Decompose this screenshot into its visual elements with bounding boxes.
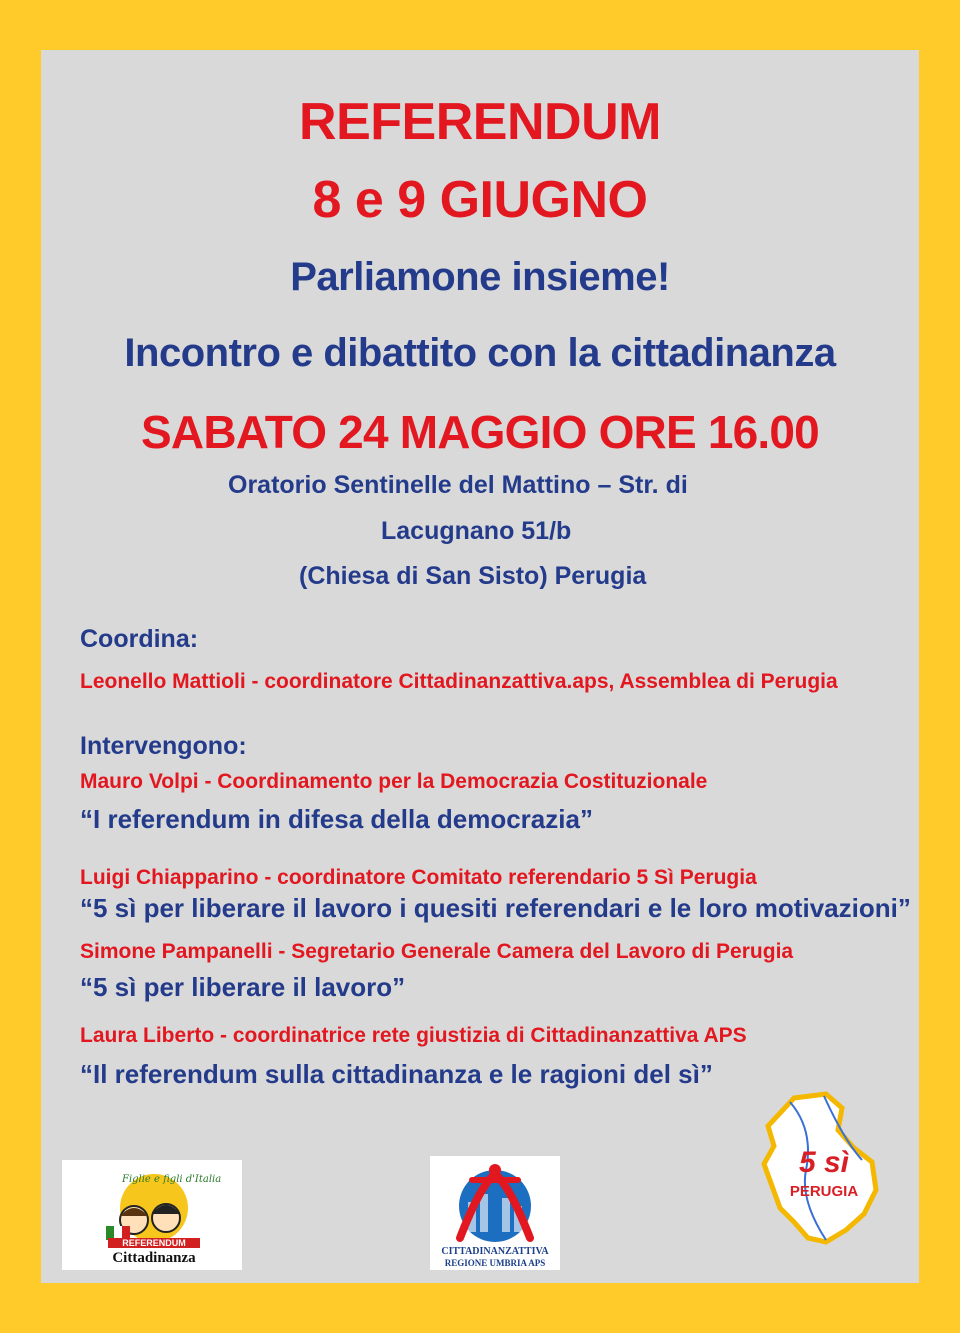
cittadinanzattiva-icon <box>430 1156 560 1270</box>
referendum-cittadinanza-logo <box>62 1160 242 1270</box>
title-referendum: REFERENDUM <box>299 93 661 151</box>
logo-left-line2: Cittadinanza <box>112 1250 196 1266</box>
logo-center-line1: CITTADINANZATTIVA <box>441 1246 549 1257</box>
address-line-2: Lacugnano 51/b <box>381 517 572 545</box>
logo-tagline: Figlie e figli d'Italia <box>122 1174 222 1185</box>
cittadinanzattiva-logo <box>430 1156 560 1270</box>
event-date: SABATO 24 MAGGIO ORE 16.00 <box>141 406 819 458</box>
speaker-1-name: Mauro Volpi - Coordinamento per la Democrazia Costituzionale <box>80 770 708 793</box>
cinque-si-perugia-logo <box>754 1090 884 1250</box>
subtitle-incontro: Incontro e dibattito con la cittadinanza <box>124 331 836 375</box>
logo-center-line2: REGIONE UMBRIA APS <box>444 1258 546 1268</box>
title-dates: 8 e 9 GIUGNO <box>312 171 648 229</box>
children-icon <box>62 1160 242 1270</box>
speaker-4-name: Laura Liberto - coordinatrice rete giustizia di Cittadinanzattiva APS <box>80 1024 747 1047</box>
speaker-2-talk: “5 sì per liberare il lavoro i quesiti referendari e le loro motivazioni” <box>80 893 911 923</box>
logo-right-line2: PERUGIA <box>789 1183 859 1200</box>
address-line-1: Oratorio Sentinelle del Mattino – Str. di <box>228 471 688 499</box>
address-line-3: (Chiesa di San Sisto) Perugia <box>299 562 647 590</box>
subtitle-parliamone: Parliamone insieme! <box>290 255 670 299</box>
speaker-1-talk: “I referendum in difesa della democrazia” <box>80 804 593 834</box>
intervengono-label: Intervengono: <box>80 732 247 760</box>
coordina-label: Coordina: <box>80 625 199 653</box>
logo-left-line1: REFERENDUM <box>122 1238 186 1248</box>
logo-right-line1: 5 sì <box>798 1146 850 1179</box>
umbria-map-icon <box>754 1090 884 1250</box>
coordinator-name: Leonello Mattioli - coordinatore Cittadinanzattiva.aps, Assemblea di Perugia <box>80 670 838 693</box>
poster-panel <box>41 50 919 1283</box>
speaker-4-talk: “Il referendum sulla cittadinanza e le ragioni del sì” <box>80 1059 713 1089</box>
speaker-3-name: Simone Pampanelli - Segretario Generale Camera del Lavoro di Perugia <box>80 940 794 963</box>
speaker-2-name: Luigi Chiapparino - coordinatore Comitato referendario 5 Sì Perugia <box>80 866 757 889</box>
speaker-3-talk: “5 sì per liberare il lavoro” <box>80 972 406 1002</box>
